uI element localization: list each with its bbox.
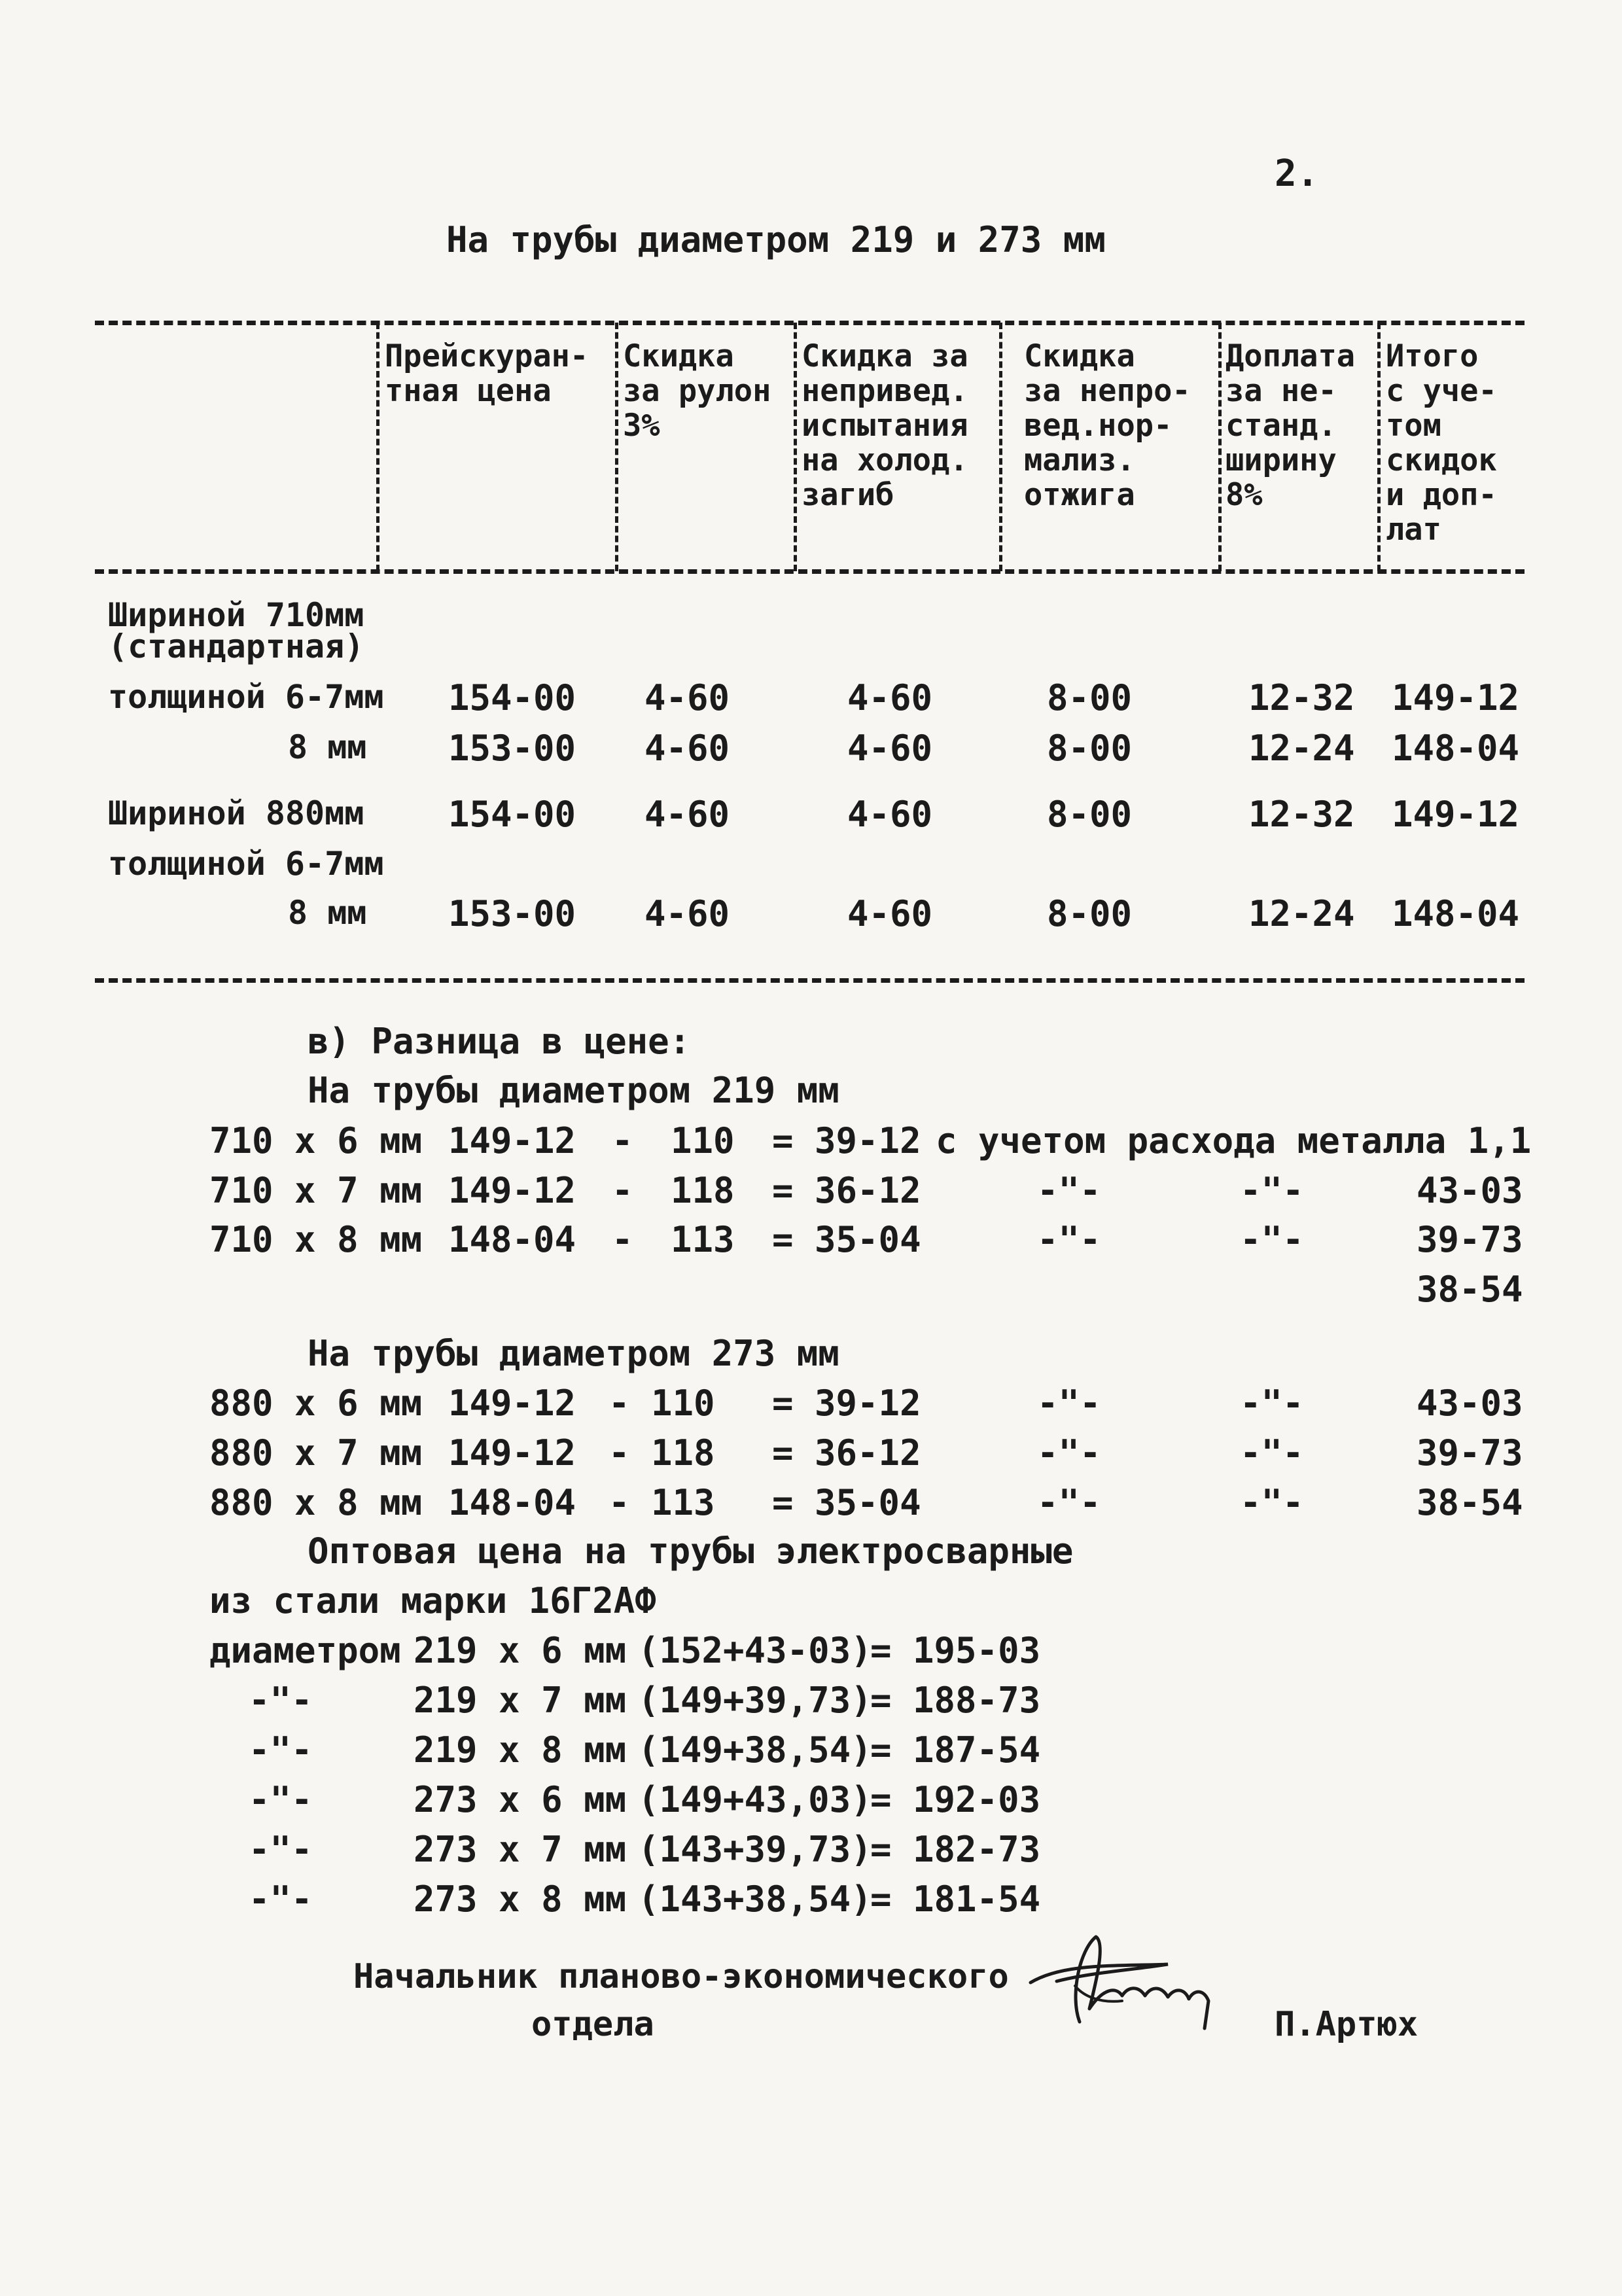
diff-value: 43-03 — [1417, 1383, 1523, 1424]
diff-base: 113 — [671, 1219, 735, 1260]
diff-base: - 110 — [608, 1383, 715, 1424]
cell-roll-discount: 4-60 — [644, 794, 730, 835]
header-total: Итого с уче- том скидок и доп- лат — [1386, 338, 1497, 548]
diff-result: = 35-04 — [772, 1482, 921, 1523]
header-bend-test-discount: Скидка за непривед. испытания на холод. загиб — [802, 338, 968, 513]
diff-price: 149-12 — [448, 1383, 576, 1424]
row-label: 8 мм — [288, 894, 367, 932]
wholesale-calc: (149+38,54) — [638, 1729, 872, 1771]
wholesale-result: = 188-73 — [870, 1680, 1041, 1721]
wholesale-prefix: -"- — [249, 1680, 313, 1721]
column-divider — [1377, 323, 1381, 571]
diff-base: 118 — [671, 1170, 735, 1211]
diff-size: 710 х 7 мм — [209, 1170, 423, 1211]
ditto-mark: -"- — [1037, 1383, 1101, 1424]
diff-value: 39-73 — [1417, 1219, 1523, 1260]
diff-size: 880 х 8 мм — [209, 1482, 423, 1523]
subheading-273: На трубы диаметром 273 мм — [308, 1333, 839, 1374]
section-heading: в) Разница в цене: — [308, 1021, 691, 1062]
wholesale-calc: (149+39,73) — [638, 1680, 872, 1721]
wholesale-calc: (143+39,73) — [638, 1829, 872, 1870]
header-width-surcharge: Доплата за не- станд. ширину 8% — [1225, 338, 1356, 513]
wholesale-prefix: -"- — [249, 1879, 313, 1920]
diff-minus: - — [612, 1120, 633, 1161]
diff-price: 148-04 — [448, 1482, 576, 1523]
table-top-rule — [95, 321, 1525, 325]
wholesale-size: 219 х 8 мм — [414, 1729, 627, 1771]
cell-list-price: 153-00 — [448, 728, 576, 769]
diff-size: 710 х 6 мм — [209, 1120, 423, 1161]
diff-result: = 36-12 — [772, 1170, 921, 1211]
cell-width-surcharge: 12-24 — [1248, 728, 1355, 769]
cell-roll-discount: 4-60 — [644, 728, 730, 769]
group-label: (стандартная) — [108, 627, 364, 665]
cell-bend-discount: 4-60 — [847, 893, 933, 934]
signatory-position: Начальник планово-экономического — [353, 1957, 1009, 1996]
diff-price: 149-12 — [448, 1432, 576, 1474]
diff-result: = 39-12 — [772, 1120, 921, 1161]
diff-minus: - — [612, 1170, 633, 1211]
diff-value: 38-54 — [1417, 1269, 1523, 1310]
column-divider — [615, 323, 618, 571]
column-divider — [999, 323, 1002, 571]
wholesale-size: 219 х 7 мм — [414, 1680, 627, 1721]
diff-value: 43-03 — [1417, 1170, 1523, 1211]
cell-total: 149-12 — [1392, 794, 1520, 835]
cell-bend-discount: 4-60 — [847, 728, 933, 769]
signatory-position: отдела — [531, 2005, 654, 2044]
cell-width-surcharge: 12-24 — [1248, 893, 1355, 934]
cell-annealing-discount: 8-00 — [1047, 677, 1133, 718]
wholesale-result: = 195-03 — [870, 1630, 1041, 1671]
subheading-219: На трубы диаметром 219 мм — [308, 1070, 839, 1111]
row-label: 8 мм — [288, 728, 367, 766]
diff-result: = 35-04 — [772, 1219, 921, 1260]
group-label: Шириной 880мм — [108, 794, 364, 832]
wholesale-line: из стали марки 16Г2АФ — [209, 1580, 656, 1621]
column-divider — [794, 323, 797, 571]
ditto-mark: -"- — [1037, 1482, 1101, 1523]
wholesale-size: 273 х 7 мм — [414, 1829, 627, 1870]
wholesale-calc: (149+43,03) — [638, 1779, 872, 1820]
wholesale-calc: (143+38,54) — [638, 1879, 872, 1920]
ditto-mark: -"- — [1037, 1170, 1101, 1211]
cell-annealing-discount: 8-00 — [1047, 893, 1133, 934]
wholesale-prefix: -"- — [249, 1829, 313, 1870]
cell-width-surcharge: 12-32 — [1248, 794, 1355, 835]
diff-base: 110 — [671, 1120, 735, 1161]
diff-size: 880 х 6 мм — [209, 1383, 423, 1424]
diff-base: - 113 — [608, 1482, 715, 1523]
wholesale-result: = 187-54 — [870, 1729, 1041, 1771]
cell-list-price: 154-00 — [448, 677, 576, 718]
diff-value: 39-73 — [1417, 1432, 1523, 1474]
header-roll-discount: Скидка за рулон 3% — [623, 338, 771, 444]
cell-total: 148-04 — [1392, 728, 1520, 769]
ditto-mark: -"- — [1240, 1219, 1304, 1260]
wholesale-calc: (152+43-03) — [638, 1630, 872, 1671]
wholesale-size: 273 х 8 мм — [414, 1879, 627, 1920]
ditto-mark: -"- — [1240, 1170, 1304, 1211]
handwritten-signature-icon — [1017, 1924, 1233, 2053]
column-divider — [376, 323, 379, 571]
wholesale-prefix: -"- — [249, 1779, 313, 1820]
row-label: толщиной 6-7мм — [108, 845, 384, 883]
wholesale-size: 273 х 6 мм — [414, 1779, 627, 1820]
wholesale-prefix: -"- — [249, 1729, 313, 1771]
diff-size: 880 х 7 мм — [209, 1432, 423, 1474]
diff-value: 38-54 — [1417, 1482, 1523, 1523]
diff-size: 710 х 8 мм — [209, 1219, 423, 1260]
cell-width-surcharge: 12-32 — [1248, 677, 1355, 718]
ditto-mark: -"- — [1240, 1482, 1304, 1523]
table-bottom-rule — [95, 978, 1525, 983]
cell-annealing-discount: 8-00 — [1047, 794, 1133, 835]
wholesale-result: = 182-73 — [870, 1829, 1041, 1870]
page-title: На трубы диаметром 219 и 273 мм — [446, 219, 1106, 260]
wholesale-result: = 192-03 — [870, 1779, 1041, 1820]
wholesale-line: Оптовая цена на трубы электросварные — [308, 1530, 1074, 1572]
ditto-mark: -"- — [1037, 1432, 1101, 1474]
signatory-name: П.Артюх — [1275, 2005, 1419, 2044]
cell-roll-discount: 4-60 — [644, 893, 730, 934]
table-header-rule — [95, 569, 1525, 574]
diff-result: = 39-12 — [772, 1383, 921, 1424]
ditto-mark: -"- — [1240, 1432, 1304, 1474]
ditto-mark: -"- — [1240, 1383, 1304, 1424]
header-annealing-discount: Скидка за непро- вед.нор- мализ. отжига — [1024, 338, 1191, 513]
column-divider — [1218, 323, 1222, 571]
diff-price: 148-04 — [448, 1219, 576, 1260]
cell-roll-discount: 4-60 — [644, 677, 730, 718]
cell-list-price: 153-00 — [448, 893, 576, 934]
cell-list-price: 154-00 — [448, 794, 576, 835]
wholesale-size: 219 х 6 мм — [414, 1630, 627, 1671]
diff-price: 149-12 — [448, 1120, 576, 1161]
wholesale-result: = 181-54 — [870, 1879, 1041, 1920]
diff-result: = 36-12 — [772, 1432, 921, 1474]
cell-annealing-discount: 8-00 — [1047, 728, 1133, 769]
ditto-mark: -"- — [1037, 1219, 1101, 1260]
cell-total: 149-12 — [1392, 677, 1520, 718]
diff-base: - 118 — [608, 1432, 715, 1474]
diff-price: 149-12 — [448, 1170, 576, 1211]
diff-note: с учетом расхода металла 1,1 — [936, 1120, 1532, 1161]
wholesale-prefix: диаметром — [209, 1630, 401, 1671]
row-label: толщиной 6-7мм — [108, 678, 384, 716]
cell-total: 148-04 — [1392, 893, 1520, 934]
page-number: 2. — [1275, 152, 1319, 195]
cell-bend-discount: 4-60 — [847, 677, 933, 718]
header-list-price: Прейскуран- тная цена — [385, 338, 589, 409]
diff-minus: - — [612, 1219, 633, 1260]
group-label: Шириной 710мм — [108, 596, 364, 634]
cell-bend-discount: 4-60 — [847, 794, 933, 835]
